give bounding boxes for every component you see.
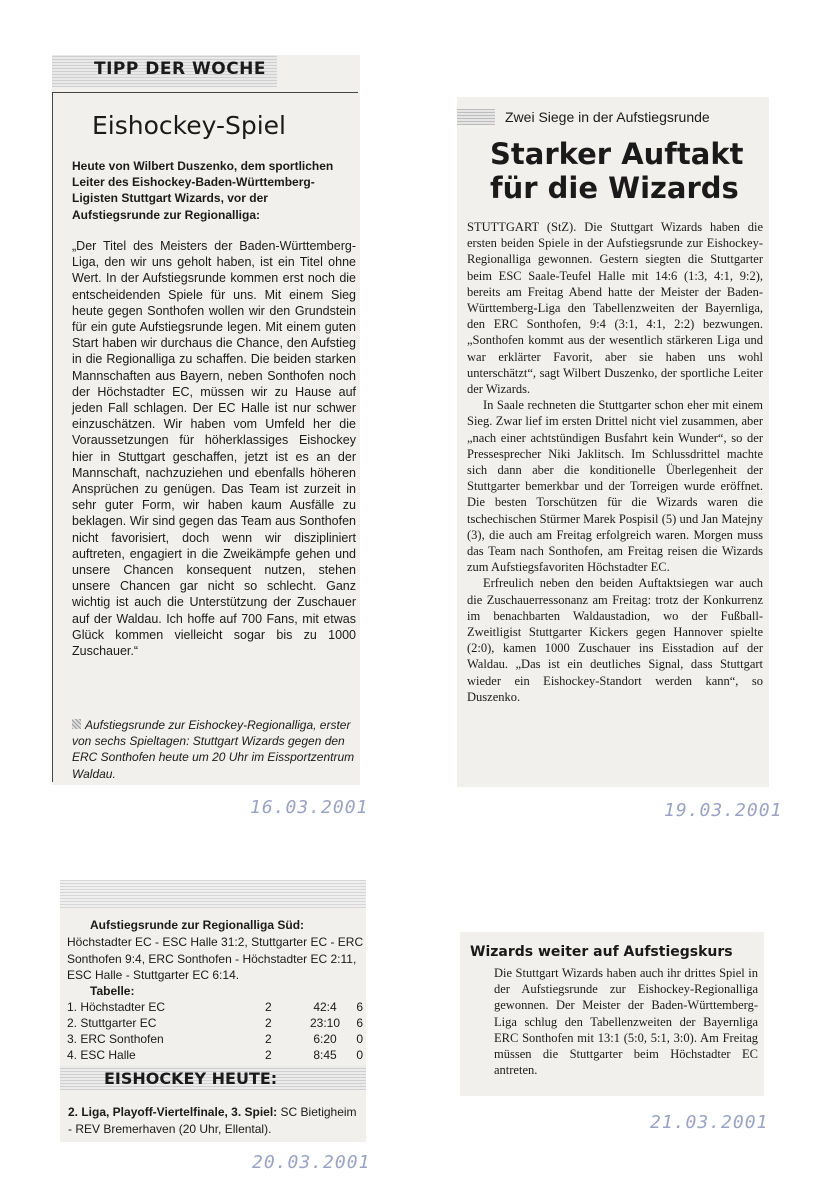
section-heading: EISHOCKEY HEUTE: <box>104 1069 278 1088</box>
clipping-starker-auftakt <box>457 97 769 787</box>
goals: 6:20 <box>313 1032 337 1046</box>
team-name: 4. ESC Halle <box>67 1048 136 1062</box>
playoff-text: SC Bietigheim - REV Bremerhaven (20 Uhr, Ellental). <box>68 1105 357 1136</box>
team-name: 2. Stuttgarter EC <box>67 1016 157 1030</box>
table-row <box>67 1016 367 1032</box>
points: 0 <box>356 1032 363 1046</box>
article-lead: Heute von Wilbert Duszenko, dem sportlichen Leiter des Eishockey-Baden-Württemberg-Ligisten Stuttgart Wizards, vor der Aufstiegsrunde zur Regionalliga: <box>72 159 334 222</box>
games: 2 <box>265 1048 272 1062</box>
kicker-bar <box>457 109 495 125</box>
games: 2 <box>265 1032 272 1046</box>
article-title: Eishockey-Spiel <box>92 111 287 140</box>
results-text: Höchstadter EC - ESC Halle 31:2, Stuttgarter EC - ERC Sonthofen 9:4, ERC Sonthofen - Höchstadter EC 2:11, ESC Halle - Stuttgarter EC 6:14. <box>67 935 364 982</box>
article-headline: Starker Auftakt für die Wizards <box>490 137 744 205</box>
goals: 8:45 <box>313 1048 337 1062</box>
section-label: TIPP DER WOCHE <box>94 59 267 79</box>
section-banner <box>52 55 277 87</box>
paragraph: In Saale rechneten die Stuttgarter schon eher mit einem Sieg. Zwar lief im ersten Drittel nicht viel zusammen, aber „nach einer achtstündigen Busfahrt kein Wunder“, so der Pressesprecher Niki Jaklitsch. Im Schlussdrittel machte sich dann aber die konditionelle Überlegenheit der Stuttgarter bemerkbar und der Torreigen wurde eröffnet. Die besten Torschützen für die Wizards waren die tschechischen Stürmer Marek Pospisil (5) und Jan Matejny (3), die auch am Freitag erfolgreich waren. Morgen muss das Team nach Sonthofen, am Freitag reisen die Wizards zum Aufstiegsfavoriten Höchstadter EC. <box>467 398 763 575</box>
playoff-label: 2. Liga, Playoff-Viertelfinale, 3. Spiel: <box>68 1105 278 1119</box>
article-body <box>467 219 763 705</box>
team-name: 3. ERC Sonthofen <box>67 1032 164 1046</box>
square-bullet-icon <box>72 719 81 729</box>
game-info-text: Aufstiegsrunde zur Eishockey-Regionalliga, erster von sechs Spieltagen: Stuttgart Wizards gegen den ERC Sonthofen heute um 20 Uhr im Eissportzentrum Waldau. <box>72 718 355 781</box>
clipping-tabelle <box>60 880 366 1142</box>
game-info <box>72 717 356 782</box>
date-stamp: 20.03.2001 <box>252 1152 371 1173</box>
goals: 23:10 <box>309 1016 341 1030</box>
table-row <box>67 1000 367 1016</box>
games: 2 <box>265 1016 272 1030</box>
article-headline: Wizards weiter auf Aufstiegskurs <box>470 944 733 960</box>
goals: 42:4 <box>313 1000 337 1014</box>
points: 6 <box>356 1016 363 1030</box>
divider <box>52 92 53 782</box>
table-title: Tabelle: <box>90 984 135 998</box>
team-name: 1. Höchstadter EC <box>67 1000 166 1014</box>
article-quote: „Der Titel des Meisters der Baden-Württemberg-Liga, den wir uns geholt haben, ist ein Titel ohne Wert. In der Aufstiegsrunde kommen erst noch die entscheidenden Spiele für uns. Mit einem Sieg heute gegen Sonthofen wollen wir den Grundstein für ein gute Aufstiegsrunde legen. Mit einem guten Start haben wir durchaus die Chance, den Aufstieg in die Regionalliga zu schaffen. Die beiden starken Mannschaften aus Bayern, neben Sonthofen noch der Höchstadter EC, müssen wir zu Hause auf jeden Fall schlagen. Der EC Halle ist nur schwer einzuschätzen. Wir haben vom Umfeld her die Voraussetzungen für höherklassiges Eishockey hier in Stuttgart geschaffen, jetzt ist es an der Mannschaft, nachzuziehen und ebenfalls höheren Ansprüchen zu genügen. Das Team ist zurzeit in sehr guter Form, wir haben kaum Ausfälle zu beklagen. Wir sind gegen das Team aus Sonthofen nicht favorisiert, doch wenn wir diszipliniert auftreten, engagiert in die Zweikämpfe gehen und unsere Chancen konsequent nutzen, stehen unsere Chancen gar nicht so schlecht. Ganz wichtig ist auch die Unterstützung der Zuschauer auf der Waldau. Ich hoffe auf 700 Fans, mit etwas Glück kommen vielleicht sogar bis zu 1000 Zuschauer.“ <box>72 239 356 659</box>
date-stamp: 16.03.2001 <box>250 797 369 818</box>
games: 2 <box>265 1000 272 1014</box>
table-row <box>67 1048 367 1064</box>
header-band <box>60 880 366 908</box>
date-stamp: 21.03.2001 <box>650 1112 769 1133</box>
points: 0 <box>356 1048 363 1062</box>
clipping-tipp-der-woche <box>52 55 360 785</box>
article-body: Die Stuttgart Wizards haben auch ihr drittes Spiel in der Aufstiegsrunde zur Eishockey-Regionalliga gewonnen. Der Meister der Baden-Württemberg-Liga schlug den Tabellenzweiten der Bayernliga ERC Sonthofen mit 13:1 (5:0, 5:1, 3:0). Am Freitag müssen die Stuttgarter beim Höchstadter EC antreten. <box>494 966 758 1078</box>
clipping-aufstiegskurs <box>460 932 764 1096</box>
article-kicker: Zwei Siege in der Aufstiegsrunde <box>505 109 710 125</box>
paragraph: Erfreulich neben den beiden Auftaktsiegen war auch die Zuschauerressonanz am Freitag: trotz der Konkurrenz im benachbarten Waldaustadion, wo der Fußball-Zweitligist Stuttgarter Kickers gegen Hannover spielte (2:0), kamen 1000 Zuschauer ins Eisstadion auf der Waldau. „Das ist ein deutliches Signal, dass Stuttgart wieder ein Eishockey-Standort werden kann“, so Duszenko. <box>467 576 763 704</box>
date-stamp: 19.03.2001 <box>664 800 783 821</box>
playoff-info <box>68 1104 363 1137</box>
table-row <box>67 1032 367 1048</box>
divider <box>52 92 358 93</box>
results-title: Aufstiegsrunde zur Regionalliga Süd: <box>90 918 305 932</box>
points: 6 <box>356 1000 363 1014</box>
paragraph: STUTTGART (StZ). Die Stuttgart Wizards haben die ersten beiden Spiele in der Aufstiegsrunde zur Eishockey-Regionalliga gewonnen. Gestern siegten die Stuttgarter beim ESC Saale-Teufel Halle mit 14:6 (1:3, 4:1, 9:2), bereits am Freitag Abend hatte der Meister der Baden-Württemberg-Liga den Tabellenzweiten der Bayernliga, den ERC Sonthofen, 9:4 (3:1, 4:1, 2:2) bezwungen. „Sonthofen kommt aus der wesentlich stärkeren Liga und war erklärter Favorit, aber sie haben uns wohl unterschätzt“, sagt Wilbert Duszenko, der sportliche Leiter der Wizards. <box>467 220 763 397</box>
